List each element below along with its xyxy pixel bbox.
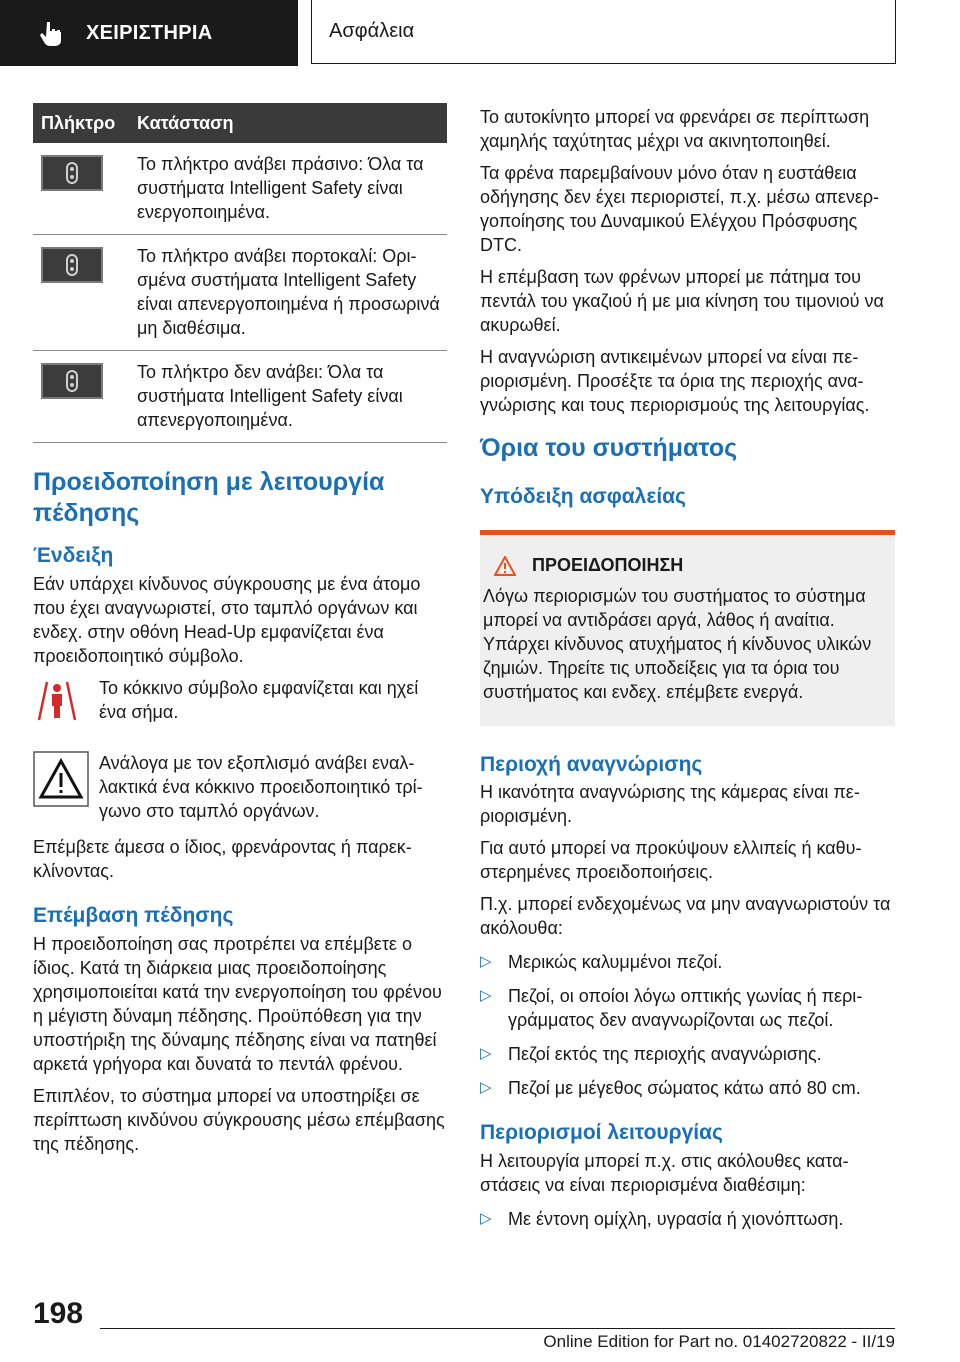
warning-box bbox=[480, 530, 895, 726]
heading-warning-brake: Προειδοποίηση με λειτουργία πέδησης bbox=[33, 468, 385, 527]
table-row bbox=[33, 351, 447, 443]
triangle-bullet-icon: ▷ bbox=[480, 987, 492, 1004]
warning-icon bbox=[494, 556, 516, 576]
footer-divider bbox=[100, 1328, 895, 1329]
right-column bbox=[480, 103, 895, 1231]
triangle-bullet-icon: ▷ bbox=[480, 1045, 492, 1062]
paragraph-func: Η λειτουργία μπορεί π.χ. στις ακόλουθες καταστάσεις να είναι περιορισμένα διαθέσιμη: bbox=[480, 1151, 849, 1195]
safety-button-icon bbox=[41, 363, 103, 399]
paragraph-area-3: Π.χ. μπορεί ενδεχομένως να μην αναγνωριστούν τα ακόλουθα: bbox=[480, 894, 891, 938]
col-state-header: Κατάσταση bbox=[137, 112, 234, 133]
triangle-bullet-icon: ▷ bbox=[480, 1210, 492, 1227]
pointing-hand-icon bbox=[38, 19, 66, 47]
paragraph-area-1: Η ικανότητα αναγνώρισης της κάμερας είναι περιορισμένη. bbox=[480, 782, 860, 826]
icon2-text: Ανάλογα με τον εξοπλισμό ανάβει εναλλακτικά ένα κόκκινο προειδοποιητικό τρίγωνο στο ταμπλό οργάνων. bbox=[99, 753, 423, 821]
list-item: ▷ Πεζοί, οι οποίοι λόγω οπτικής γωνίας ή περιγράμματος δεν αναγνωρίζονται ως πεζοί. bbox=[480, 986, 863, 1030]
heading-indication: Ένδειξη bbox=[33, 544, 114, 567]
paragraph-brake-2: Επιπλέον, το σύστημα μπορεί να υποστηρίξει σε περίπτωση κινδύνου σύγκρουσης μέσω επέμβασης της πέδησης. bbox=[33, 1086, 445, 1154]
paragraph-r2: Τα φρένα παρεμβαίνουν μόνο όταν η ευστάθεια οδήγησης δεν έχει περιοριστεί, π.χ. μέσω απενεργοποίησης του Δυναμικού Ελέγχου Πρόσφυσης DTC. bbox=[480, 163, 880, 255]
manual-tab-label: ΧΕΙΡΙΣΤΗΡΙΑ bbox=[86, 21, 213, 44]
section-tab-label: Ασφάλεια bbox=[329, 20, 415, 42]
paragraph-r3: Η επέμβαση των φρένων μπορεί με πάτημα του πεντάλ του γκαζιού ή με μια κίνηση του τιμονιού να ακυρωθεί. bbox=[480, 267, 884, 335]
heading-function-limits: Περιορισμοί λειτουργίας bbox=[480, 1121, 723, 1144]
icon1-text: Το κόκκινο σύμβολο εμφανίζεται και ηχεί ένα σήμα. bbox=[99, 678, 419, 722]
heading-detection-area: Περιοχή αναγνώρισης bbox=[480, 753, 703, 776]
icon-row-triangle bbox=[33, 751, 447, 823]
table-header bbox=[33, 103, 447, 143]
triangle-bullet-icon: ▷ bbox=[480, 953, 492, 970]
page-header bbox=[0, 0, 960, 66]
warning-title: ΠΡΟΕΙΔΟΠΟΙΗΣΗ bbox=[532, 555, 684, 575]
list-item: ▷ Μερικώς καλυμμένοι πεζοί. bbox=[480, 952, 723, 972]
safety-button-icon bbox=[41, 247, 103, 283]
col-button-header: Πλήκτρο bbox=[41, 112, 116, 133]
row-text: Το πλήκτρο ανάβει πορτοκαλί: Ορισμένα συστήματα Intelligent Safety είναι απενεργοποιημένα ή προσωρινά μη διαθέσιμα. bbox=[137, 246, 440, 338]
table-row bbox=[33, 143, 447, 235]
heading-brake-intervention: Επέμβαση πέδησης bbox=[33, 904, 234, 927]
paragraph-indication: Εάν υπάρχει κίνδυνος σύγκρουσης με ένα άτομο που έχει αναγνωριστεί, στο ταμπλό οργάνων και ενδεχ. στην οθόνη Head-Up εμφανίζεται ένα προειδοποιητικό σύμβολο. bbox=[33, 574, 421, 666]
triangle-bullet-icon: ▷ bbox=[480, 1079, 492, 1096]
safety-button-icon bbox=[41, 155, 103, 191]
paragraph-r4: Η αναγνώριση αντικειμένων μπορεί να είναι περιορισμένη. Προσέξτε τα όρια της περιοχής αναγνώρισης και τους περιορισμούς της λειτουργίας. bbox=[480, 347, 870, 415]
paragraph-brake-1: Η προειδοποίηση σας προτρέπει να επέμβετε ο ίδιος. Κατά τη διάρκεια μιας προειδοποίησης χρησιμοποιείται κατά την ενεργοποίηση του φρένου η μέγιστη δύναμη πέδησης. Προϋπόθεση για την υποστήριξη της δύναμης πέδησης είναι να πατηθεί αρκετά γρήγορα και δυνατά το πεντάλ φρένου. bbox=[33, 934, 442, 1074]
warning-triangle-icon bbox=[33, 751, 89, 807]
list-item: ▷ Πεζοί με μέγεθος σώματος κάτω από 80 cm. bbox=[480, 1078, 861, 1098]
manual-tab[interactable] bbox=[0, 0, 298, 66]
paragraph-area-2: Για αυτό μπορεί να προκύψουν ελλιπείς ή καθυστερημένες προειδοποιήσεις. bbox=[480, 838, 862, 882]
left-column bbox=[33, 103, 447, 1156]
paragraph-r1: Το αυτοκίνητο μπορεί να φρενάρει σε περίπτωση χαμηλής ταχύτητας μέχρι να ακινητοποιηθεί. bbox=[480, 107, 870, 151]
table-row bbox=[33, 235, 447, 351]
page-number: 198 bbox=[33, 1297, 84, 1330]
footer-edition: Online Edition for Part no. 01402720822 - II/19 bbox=[543, 1332, 895, 1351]
heading-safety-note: Υπόδειξη ασφαλείας bbox=[480, 485, 686, 508]
icon-row-pedestrian bbox=[33, 676, 447, 733]
list-item: ▷ Με έντονη ομίχλη, υγρασία ή χιονόπτωση. bbox=[480, 1209, 844, 1229]
list-func bbox=[480, 1207, 895, 1231]
heading-system-limits: Όρια του συστήματος bbox=[480, 434, 738, 462]
section-tab[interactable] bbox=[311, 0, 896, 64]
row-text: Το πλήκτρο ανάβει πράσινο: Όλα τα συστήματα Intelligent Safety είναι ενεργοποιημένα. bbox=[137, 154, 424, 222]
list-item: ▷ Πεζοί εκτός της περιοχής αναγνώρισης. bbox=[480, 1044, 822, 1064]
warning-text: Λόγω περιορισμών του συστήματος το σύστημα μπορεί να αντιδράσει αργά, λάθος ή αναίτια. Υπάρχει κίνδυνος ατυχήματος ή κίνδυνος υλικών ζημιών. Τηρείτε τις υποδείξεις για τα όρια του συστήματος και ενδεχ. επέμβετε ενεργά. bbox=[483, 586, 872, 702]
list-area bbox=[480, 950, 895, 1100]
pedestrian-warning-icon bbox=[33, 676, 81, 728]
paragraph-intervene: Επέμβετε άμεσα ο ίδιος, φρενάροντας ή παρεκκλίνοντας. bbox=[33, 837, 412, 881]
row-text: Το πλήκτρο δεν ανάβει: Όλα τα συστήματα Intelligent Safety είναι απενεργοποιημένα. bbox=[137, 362, 403, 430]
